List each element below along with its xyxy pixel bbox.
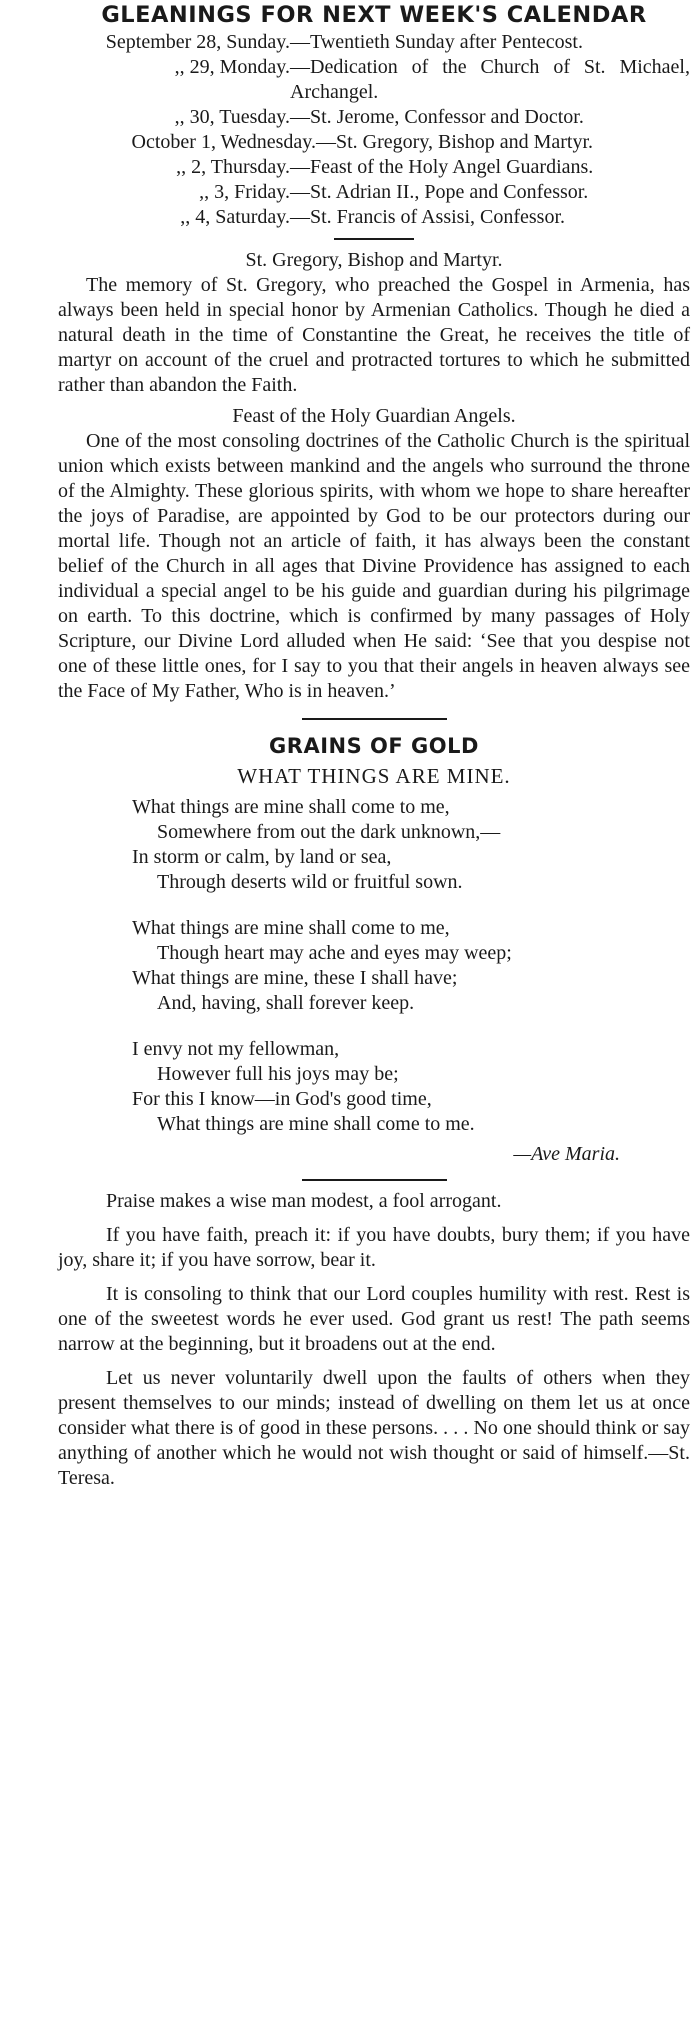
poem-stanza	[132, 916, 690, 1016]
calendar-heading: GLEANINGS FOR NEXT WEEK'S CALENDAR	[101, 2, 647, 28]
poem-line: I envy not my fellowman,	[132, 1038, 340, 1060]
calendar-entry-text: —St. Jerome, Confessor and Doctor.	[290, 106, 584, 128]
poem-line: However full his joys may be;	[157, 1063, 399, 1085]
maxim-paragraph: It is consoling to think that our Lord couples humility with rest. Rest is one of the sweetest words he ever used. God grant us rest! The path seems narrow at the beginning, but it broadens out at the end.	[58, 1283, 690, 1355]
section-divider	[302, 718, 447, 720]
calendar-entry	[58, 130, 690, 155]
calendar-entry	[58, 180, 690, 205]
poem	[132, 795, 690, 1137]
gregory-title: St. Gregory, Bishop and Martyr.	[245, 249, 503, 271]
calendar-entry	[58, 205, 690, 230]
poem-line: For this I know—in God's good time,	[132, 1088, 432, 1110]
section-divider	[334, 238, 414, 240]
poem-line: What things are mine shall come to me.	[157, 1113, 475, 1135]
calendar-entry-text: —St. Francis of Assisi, Confessor.	[290, 206, 566, 228]
poem-stanza	[132, 1037, 690, 1137]
calendar-entry-date: ,, 3, Friday.	[199, 181, 290, 203]
poem-attribution: —Ave Maria.	[513, 1143, 620, 1165]
calendar-entry-text: —Feast of the Holy Angel Guardians.	[290, 156, 594, 178]
poem-stanza	[132, 795, 690, 895]
poem-line: What things are mine shall come to me,	[132, 917, 450, 939]
calendar-entry-date: ,, 2, Thursday.	[176, 156, 290, 178]
calendar-entry-date: ,, 29, Monday.	[174, 56, 290, 78]
poem-line: Though heart may ache and eyes may weep;	[157, 942, 512, 964]
calendar-entry-date: September 28, Sunday.	[105, 31, 290, 53]
calendar-entry-date: ,, 4, Saturday.	[180, 206, 290, 228]
poem-line: What things are mine, these I shall have;	[132, 967, 458, 989]
calendar-entry	[58, 30, 690, 55]
poem-line: Somewhere from out the dark unknown,—	[157, 821, 501, 843]
calendar-entry-text: —St. Adrian II., Pope and Confessor.	[290, 181, 589, 203]
calendar-entry-text: —Dedication of the Church of St. Michael, Archangel.	[290, 56, 690, 103]
gregory-body: The memory of St. Gregory, who preached the Gospel in Armenia, has always been held in special honor by Armenian Catholics. Though he died a natural death in the time of Constantine the Great, he receives the title of martyr on account of the cruel and protracted tortures to which he submitted rather than abandon the Faith.	[58, 274, 690, 396]
calendar-list	[58, 30, 690, 230]
calendar-entry-text: —Twentieth Sunday after Pentecost.	[290, 31, 583, 53]
calendar-entry-date: ,, 30, Tuesday.	[174, 106, 290, 128]
poem-line: Through deserts wild or fruitful sown.	[157, 871, 463, 893]
calendar-entry	[58, 155, 690, 180]
angels-title: Feast of the Holy Guardian Angels.	[232, 405, 516, 427]
poem-line: In storm or calm, by land or sea,	[132, 846, 392, 868]
poem-title: WHAT THINGS ARE MINE.	[237, 764, 511, 788]
grains-heading: GRAINS OF GOLD	[269, 734, 479, 758]
angels-body: One of the most consoling doctrines of the Catholic Church is the spiritual union which exists between mankind and the angels who surround the throne of the Almighty. These glorious spirits, with whom we hope to share hereafter the joys of Paradise, are appointed by God to be our protectors during our mortal life. Though not an article of faith, it has always been the constant belief of the Church in all ages that Divine Providence has assigned to each individual a special angel to be his guide and guardian during his pilgrimage on earth. To this doctrine, which is confirmed by many passages of Holy Scripture, our Divine Lord alluded when He said: ‘See that you despise not one of these little ones, for I say to you that their angels in heaven always see the Face of My Father, Who is in heaven.’	[58, 430, 690, 702]
calendar-entry-date: October 1, Wednesday.	[131, 131, 316, 153]
maxim-paragraph: Praise makes a wise man modest, a fool arrogant.	[106, 1190, 502, 1212]
poem-line: And, having, shall forever keep.	[157, 992, 415, 1014]
maxim-paragraph: Let us never voluntarily dwell upon the faults of others when they present themselves to our minds; instead of dwelling on them let us at once consider what there is of good in these persons. . . . No one should think or say anything of another which he would not wish thought or said of himself.—St. Teresa.	[58, 1367, 690, 1489]
maxim-paragraph: If you have faith, preach it: if you have doubts, bury them; if you have joy, share it; if you have sorrow, bear it.	[58, 1224, 690, 1271]
calendar-entry-text: —St. Gregory, Bishop and Martyr.	[316, 131, 594, 153]
calendar-entry	[58, 55, 690, 105]
calendar-entry	[58, 105, 690, 130]
section-divider	[302, 1179, 447, 1181]
poem-line: What things are mine shall come to me,	[132, 796, 450, 818]
